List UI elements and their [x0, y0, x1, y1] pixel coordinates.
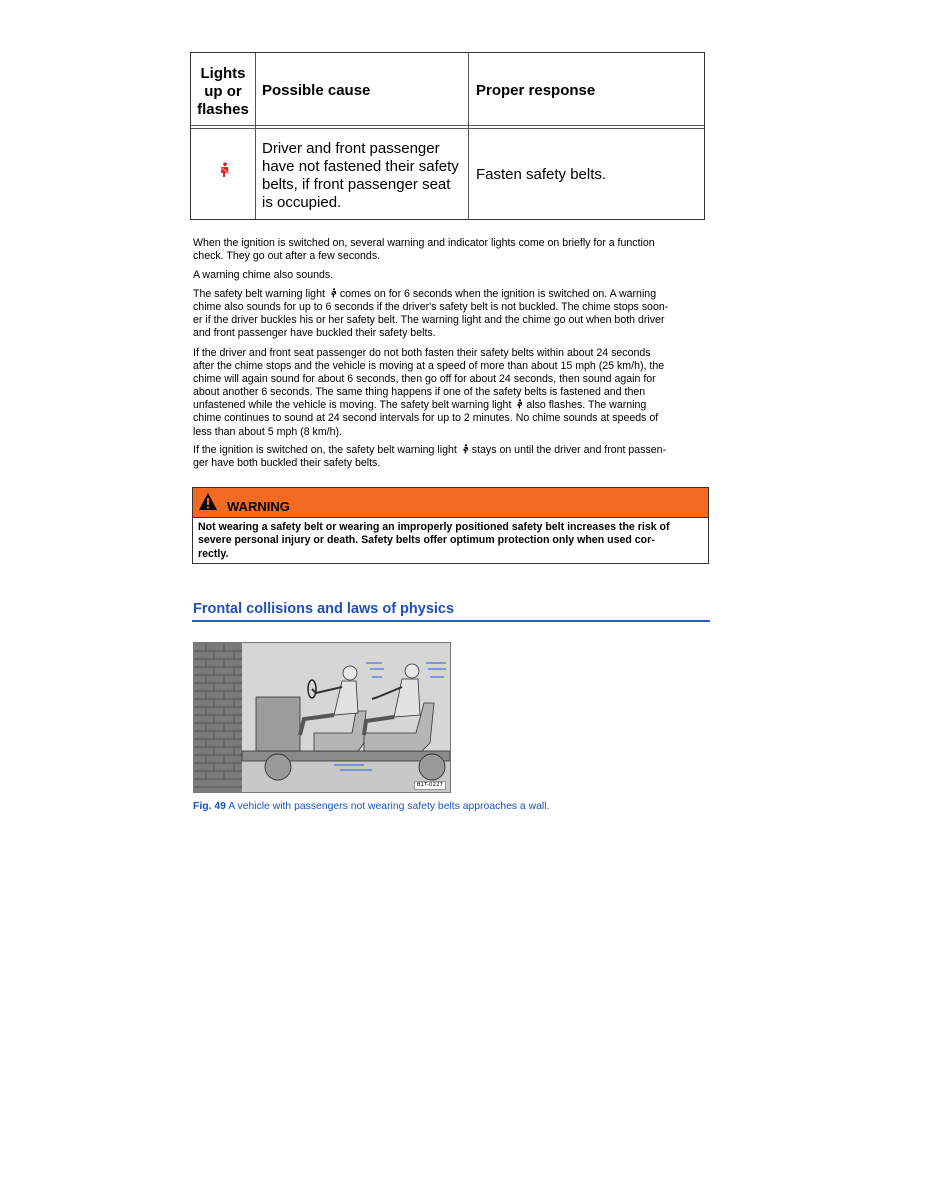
text-line: rectly.: [198, 547, 229, 560]
paragraph-ignition: [193, 237, 708, 263]
proper-response-cell: Fasten safety belts.: [476, 166, 607, 183]
text-line: ger have both buckled their safety belts.: [193, 457, 381, 470]
text-line: after the chime stops and the vehicle is moving at a speed of more than about 15 mph (25 km/h), the: [193, 360, 665, 373]
cause-line: is occupied.: [262, 194, 342, 211]
cause-line: Driver and front passenger: [262, 140, 440, 157]
paragraph-stays-on: [193, 444, 708, 470]
text-line: chime continues to sound at 24 second intervals for up to 2 minutes. No chime sounds at speeds of: [193, 412, 659, 425]
possible-cause-cell: [262, 140, 459, 212]
safety-belt-icon: [516, 399, 524, 409]
safety-belt-warning-icon: [219, 162, 231, 178]
heading-underline: [192, 620, 710, 622]
text-line: chime also sounds for up to 6 seconds if the driver's safety belt is not buckled. The chime stops soon-: [193, 301, 669, 314]
text-line: check. They go out after a few seconds.: [193, 250, 381, 263]
table-divider: [191, 125, 704, 126]
paragraph-speed-chime: [193, 347, 708, 439]
warning-text: [198, 521, 704, 561]
text-line: Not wearing a safety belt or wearing an improperly positioned safety belt increases the risk of: [198, 521, 670, 533]
paragraph-chime: [193, 269, 708, 282]
table-divider: [468, 53, 469, 219]
header-lights: [191, 65, 255, 119]
header-proper-response: Proper response: [476, 82, 596, 99]
figure-code: B1T-0227: [414, 781, 446, 790]
vehicle-illustration: [194, 643, 450, 792]
text-line: er if the driver buckles his or her safety belt. The warning light and the chime go out when both driver: [193, 314, 665, 327]
text-line: about another 6 seconds. The same thing happens if one of the safety belts is fastened and then: [193, 386, 646, 399]
text-line: less than about 5 mph (8 km/h).: [193, 425, 342, 438]
warning-header: [193, 488, 708, 518]
text-line: If the driver and front seat passenger do not both fasten their safety belts within about 24 seconds: [193, 347, 651, 359]
cause-line: belts, if front passenger seat: [262, 176, 451, 193]
text-line: unfastened while the vehicle is moving. The safety belt warning light also flashes. The warning: [193, 399, 647, 412]
paragraph-belt-light: [193, 288, 708, 340]
header-lights-line: flashes: [197, 101, 249, 118]
text-line: severe personal injury or death. Safety belts offer optimum protection only when used cor-: [198, 534, 655, 547]
text-line: chime will again sound for about 6 seconds, then go off for about 24 seconds, then sound again for: [193, 373, 656, 386]
text-line: If the ignition is switched on, the safety belt warning light stays on until the driver and front passen-: [193, 444, 667, 456]
figure-vehicle-wall: [193, 642, 451, 793]
safety-belt-icon: [330, 288, 338, 298]
warning-triangle-icon: [198, 492, 218, 511]
section-heading: Frontal collisions and laws of physics: [193, 601, 455, 617]
brick-wall: [194, 643, 242, 792]
figure-caption-text: A vehicle with passengers not wearing safety belts approaches a wall.: [228, 801, 550, 812]
text-line: A warning chime also sounds.: [193, 269, 334, 281]
header-lights-line: up or: [204, 83, 242, 100]
warning-light-table: [190, 52, 705, 220]
safety-belt-icon: [462, 444, 470, 454]
figure-caption: [193, 800, 549, 813]
warning-title: WARNING: [227, 499, 290, 514]
header-possible-cause: Possible cause: [262, 82, 371, 99]
text-line: When the ignition is switched on, several warning and indicator lights come on briefly for a function: [193, 237, 655, 249]
warning-box: [192, 487, 709, 564]
text-line: The safety belt warning light comes on for 6 seconds when the ignition is switched on. A warning: [193, 288, 657, 300]
table-divider: [255, 53, 256, 219]
text-line: and front passenger have buckled their safety belts.: [193, 327, 436, 340]
header-lights-line: Lights: [200, 65, 246, 82]
figure-caption-label: Fig. 49: [193, 801, 226, 812]
cause-line: have not fastened their safety: [262, 158, 459, 175]
table-divider: [191, 128, 704, 129]
